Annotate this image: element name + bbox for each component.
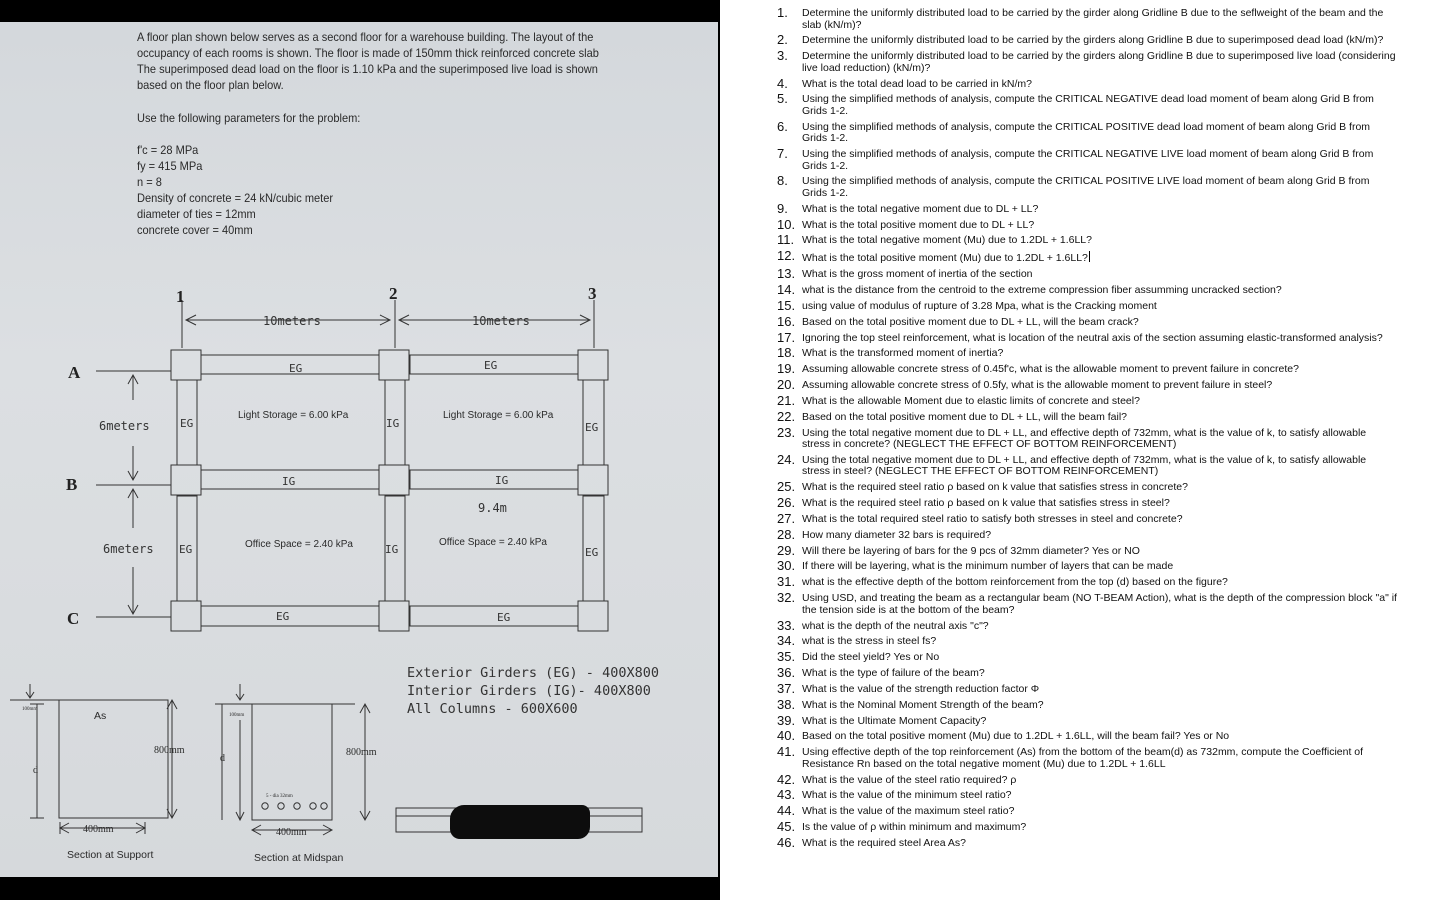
question-number: 36. (777, 665, 796, 681)
question-number: 44. (777, 803, 796, 819)
midspan-d-label: d (220, 753, 225, 764)
question-text: What is the value of the strength reduction factor Φ (802, 682, 1040, 695)
grid-letter-a: A (68, 363, 81, 382)
question-number: 1. (777, 5, 788, 20)
question-item (777, 216, 1397, 232)
girder-label: EG (497, 611, 511, 624)
girder-label: IG (385, 543, 399, 556)
question-text: What is the value of the steel ratio required? ρ (802, 773, 1017, 786)
question-number: 42. (777, 771, 796, 787)
question-item (777, 787, 1397, 803)
floor-plan-drawing (0, 22, 718, 877)
question-item (777, 75, 1397, 91)
intro-line-1: A floor plan shown below serves as a second floor for a warehouse building. The layout of the (137, 30, 594, 44)
text-cursor (1089, 251, 1090, 262)
question-text: How many diameter 32 bars is required? (802, 528, 992, 541)
question-text: Ignoring the top steel reinforcement, what is location of the neutral axis of the section assuming elastic-transformed analysis? (802, 331, 1383, 344)
question-text: Determine the uniformly distributed load to be carried by the girders along Gridline B due to superimposed dead load (kN/m)? (802, 34, 1384, 47)
question-item (777, 5, 1397, 31)
support-top-dim: 100mm (22, 707, 38, 712)
question-text: What is the total negative moment (Mu) due to 1.2DL + 1.6LL? (802, 234, 1092, 247)
question-text: What is the value of the maximum steel ratio? (802, 805, 1015, 818)
intro-line-3: The superimposed dead load on the floor is 1.10 kPa and the superimposed live load is shown (137, 62, 598, 76)
midspan-width-label: 400mm (276, 827, 307, 838)
grid-letter-c: C (67, 609, 80, 628)
question-item (777, 248, 1397, 265)
param-density: Density of concrete = 24 kN/cubic meter (137, 191, 334, 205)
question-item (777, 696, 1397, 712)
question-text: What is the total positive moment due to DL + LL? (802, 218, 1035, 231)
question-text: Based on the total positive moment due to DL + LL, will the beam fail? (802, 410, 1128, 423)
room-label: Office Space = 2.40 kPa (439, 537, 547, 548)
question-item (777, 32, 1397, 48)
legend-exterior: Exterior Girders (EG) - 400X800 (407, 665, 659, 681)
question-text: What is the gross moment of inertia of the section (802, 268, 1033, 281)
question-item (777, 771, 1397, 787)
question-text: What is the allowable Moment due to elastic limits of concrete and steel? (802, 394, 1140, 407)
question-item (777, 665, 1397, 681)
question-text: What is the required steel ratio ρ based on k value that satisfies stress in steel? (802, 497, 1170, 510)
question-number: 20. (777, 377, 796, 393)
span-label-1-2: 10meters (263, 314, 321, 328)
question-item (777, 200, 1397, 216)
question-item (777, 479, 1397, 495)
question-number: 10. (777, 216, 796, 232)
question-text: what is the stress in steel fs? (802, 635, 937, 648)
question-item (777, 590, 1397, 616)
question-text: What is the type of failure of the beam? (802, 667, 985, 680)
question-item (777, 510, 1397, 526)
question-number: 7. (777, 146, 788, 162)
intro-line-2: occupancy of each rooms is shown. The floor is made of 150mm thick reinforced concrete slab (137, 46, 599, 60)
question-item (777, 633, 1397, 649)
question-item (777, 232, 1397, 248)
question-text: What is the Nominal Moment Strength of the beam? (802, 698, 1044, 711)
room-label: Light Storage = 6.00 kPa (443, 410, 554, 421)
question-number: 18. (777, 345, 796, 361)
params-heading: Use the following parameters for the problem: (137, 111, 361, 125)
question-item (777, 712, 1397, 728)
midspan-top-dim: 100mm (229, 713, 245, 718)
question-number: 33. (777, 617, 796, 633)
question-item (777, 313, 1397, 329)
question-number: 38. (777, 696, 796, 712)
question-item (777, 118, 1397, 145)
question-text: what is the effective depth of the bottom reinforcement from the top (d) based on the figure? (802, 576, 1228, 589)
girder-label: EG (276, 610, 290, 623)
question-number: 15. (777, 297, 796, 313)
question-item (777, 680, 1397, 696)
question-text: What is the total required steel ratio to satisfy both stresses in steel and concrete? (802, 512, 1183, 525)
room-label: Light Storage = 6.00 kPa (238, 410, 349, 421)
question-number: 41. (777, 744, 796, 760)
question-number: 22. (777, 408, 796, 424)
question-number: 34. (777, 633, 796, 649)
question-text: What is the Ultimate Moment Capacity? (802, 714, 987, 727)
question-number: 27. (777, 510, 796, 526)
question-text: Based on the total positive moment (Mu) due to 1.2DL + 1.6LL, will the beam fail? Yes or No (802, 730, 1230, 743)
question-item (777, 728, 1397, 744)
question-item (777, 281, 1397, 297)
question-number: 23. (777, 424, 796, 440)
question-text: Using USD, and treating the beam as a rectangular beam (NO T-BEAM Action), what is the depth of the compression block "a" if the tension side is at the bottom of the beam? (802, 592, 1397, 616)
girder-label: EG (180, 417, 194, 430)
girder-label: EG (484, 359, 498, 372)
support-width-label: 400mm (83, 824, 114, 835)
question-item (777, 329, 1397, 345)
question-number: 8. (777, 173, 788, 189)
question-number: 32. (777, 590, 796, 606)
param-cover: concrete cover = 40mm (137, 223, 253, 237)
question-item (777, 266, 1397, 282)
question-text: what is the depth of the neutral axis "c"? (802, 619, 989, 632)
grid-number-3: 3 (588, 284, 597, 303)
question-text: What is the total positive moment (Mu) due to 1.2DL + 1.6LL? (802, 252, 1088, 265)
question-text: Assuming allowable concrete stress of 0.45f'c, what is the allowable moment to prevent failure in concrete? (802, 363, 1299, 376)
question-text: Determine the uniformly distributed load to be carried by the girder along Gridline B due to the seflweight of the beam and the slab (kN/m)? (802, 7, 1384, 31)
question-item (777, 803, 1397, 819)
support-height-label: 800mm (154, 745, 185, 756)
question-number: 43. (777, 787, 796, 803)
param-ties: diameter of ties = 12mm (137, 207, 256, 221)
question-item (777, 408, 1397, 424)
question-number: 6. (777, 118, 788, 134)
question-number: 14. (777, 281, 796, 297)
span-label-2-3: 10meters (472, 314, 530, 328)
question-number: 46. (777, 834, 796, 850)
question-number: 45. (777, 819, 796, 835)
question-number: 24. (777, 451, 796, 467)
paper-sheet (0, 22, 718, 877)
question-item (777, 617, 1397, 633)
question-number: 16. (777, 313, 796, 329)
grid-number-2: 2 (389, 284, 398, 303)
question-item (777, 48, 1397, 74)
midspan-bars-label: 5 - dia 32mm (266, 794, 293, 799)
question-text: Using effective depth of the top reinforcement (As) from the bottom of the beam(d) as 732mm, compute the Coefficient of Resistance Rn based on the total negative moment (Mu) due to 1.2DL + 1.6LL (802, 746, 1364, 770)
question-item (777, 558, 1397, 574)
question-text: If there will be layering, what is the minimum number of layers that can be made (802, 560, 1174, 573)
legend-interior: Interior Girders (IG)- 400X800 (407, 683, 651, 699)
question-text: What is the transformed moment of inertia? (802, 347, 1004, 360)
question-number: 21. (777, 392, 796, 408)
question-text: What is the required steel Area As? (802, 836, 967, 849)
question-text: Using the simplified methods of analysis, compute the CRITICAL NEGATIVE LIVE load moment of beam along Grid B from Grids 1-2. (802, 148, 1374, 172)
question-item (777, 542, 1397, 558)
question-list (777, 5, 1397, 854)
question-text: Assuming allowable concrete stress of 0.5fy, what is the allowable moment to prevent failure in steel? (802, 379, 1273, 392)
question-item (777, 173, 1397, 199)
question-number: 13. (777, 266, 796, 282)
question-item (777, 526, 1397, 542)
girder-label: EG (289, 362, 303, 375)
question-number: 35. (777, 649, 796, 665)
question-item (777, 361, 1397, 377)
question-item (777, 451, 1397, 478)
question-item (777, 91, 1397, 117)
question-item (777, 649, 1397, 665)
bay-label-a-b: 6meters (99, 419, 150, 433)
girder-label: EG (585, 421, 599, 434)
question-text: Determine the uniformly distributed load to be carried by the girders along Gridline B due to superimposed live load (considering live load reduction) (kN/m)? (802, 50, 1396, 74)
question-number: 12. (777, 248, 796, 264)
question-text: What is the total negative moment due to DL + LL? (802, 202, 1039, 215)
girder-label: IG (282, 475, 296, 488)
legend-columns: All Columns - 600X600 (407, 701, 578, 717)
question-number: 4. (777, 75, 788, 91)
question-number: 2. (777, 32, 788, 48)
intro-line-4: based on the floor plan below. (137, 78, 284, 92)
question-text: Will there be layering of bars for the 9 pcs of 32mm diameter? Yes or NO (802, 544, 1140, 557)
question-item (777, 495, 1397, 511)
dimension-note: 9.4m (478, 501, 507, 515)
question-text: Using the total negative moment due to DL + LL, and effective depth of 732mm, what is the value of k, to satisfy allowable stress in steel? (NEGLECT THE EFFECT OF BOTTOM REINFORCEMENT) (802, 453, 1367, 478)
bay-label-b-c: 6meters (103, 542, 154, 556)
question-text: Using the simplified methods of analysis, compute the CRITICAL POSITIVE LIVE load moment of beam along Grid B from Grids 1-2. (802, 175, 1370, 199)
question-text: Is the value of ρ within minimum and maximum? (802, 821, 1027, 834)
question-item (777, 574, 1397, 590)
question-number: 29. (777, 542, 796, 558)
room-label: Office Space = 2.40 kPa (245, 539, 353, 550)
question-item (777, 819, 1397, 835)
midspan-height-label: 800mm (346, 747, 377, 758)
question-text: Using the total negative moment due to DL + LL, and effective depth of 732mm, what is the value of k, to satisfy allowable stress in concrete? (NEGLECT THE EFFECT OF BOTTOM REINFORCEMENT) (802, 426, 1367, 451)
question-item (777, 146, 1397, 172)
question-number: 17. (777, 329, 796, 345)
girder-label: IG (386, 417, 400, 430)
question-item (777, 424, 1397, 451)
question-number: 30. (777, 558, 796, 574)
question-text: What is the total dead load to be carried in kN/m? (802, 77, 1032, 90)
question-number: 11. (777, 232, 795, 248)
question-number: 37. (777, 680, 796, 696)
question-item (777, 744, 1397, 770)
question-text: using value of modulus of rupture of 3.28 Mpa, what is the Cracking moment (802, 299, 1157, 312)
question-number: 25. (777, 479, 796, 495)
question-text: Based on the total positive moment due to DL + LL, will the beam crack? (802, 315, 1139, 328)
midspan-section-caption: Section at Midspan (254, 852, 344, 864)
question-number: 31. (777, 574, 796, 590)
question-text: what is the distance from the centroid to the extreme compression fiber assumming uncracked section? (802, 283, 1282, 296)
grid-number-1: 1 (176, 287, 185, 306)
question-item (777, 834, 1397, 850)
question-item (777, 345, 1397, 361)
question-text: Did the steel yield? Yes or No (802, 651, 940, 664)
question-text: What is the required steel ratio ρ based on k value that satisfies stress in concrete? (802, 481, 1188, 494)
question-item (777, 297, 1397, 313)
question-number: 19. (777, 361, 796, 377)
param-fy: fy = 415 MPa (137, 159, 203, 173)
support-section-caption: Section at Support (67, 849, 154, 861)
support-d-label: d (33, 765, 38, 776)
question-text: What is the value of the minimum steel ratio? (802, 789, 1012, 802)
question-text: Using the simplified methods of analysis, compute the CRITICAL NEGATIVE dead load moment of beam along Grid B from Grids 1-2. (802, 93, 1374, 117)
girder-label: EG (585, 546, 599, 559)
support-as-label: As (94, 710, 107, 722)
question-number: 5. (777, 91, 788, 107)
girder-label: IG (495, 474, 509, 487)
param-fc: f'c = 28 MPa (137, 143, 199, 157)
question-number: 28. (777, 526, 796, 542)
redaction-blot (450, 805, 590, 839)
girder-label: EG (179, 543, 193, 556)
grid-letter-b: B (66, 475, 78, 494)
param-n: n = 8 (137, 175, 162, 189)
question-number: 39. (777, 712, 796, 728)
question-number: 40. (777, 728, 796, 744)
question-item (777, 377, 1397, 393)
question-number: 9. (777, 200, 788, 216)
question-number: 26. (777, 495, 796, 511)
question-item (777, 392, 1397, 408)
question-number: 3. (777, 48, 788, 64)
question-text: Using the simplified methods of analysis, compute the CRITICAL POSITIVE dead load moment of beam along Grid B from Grids 1-2. (802, 120, 1371, 145)
